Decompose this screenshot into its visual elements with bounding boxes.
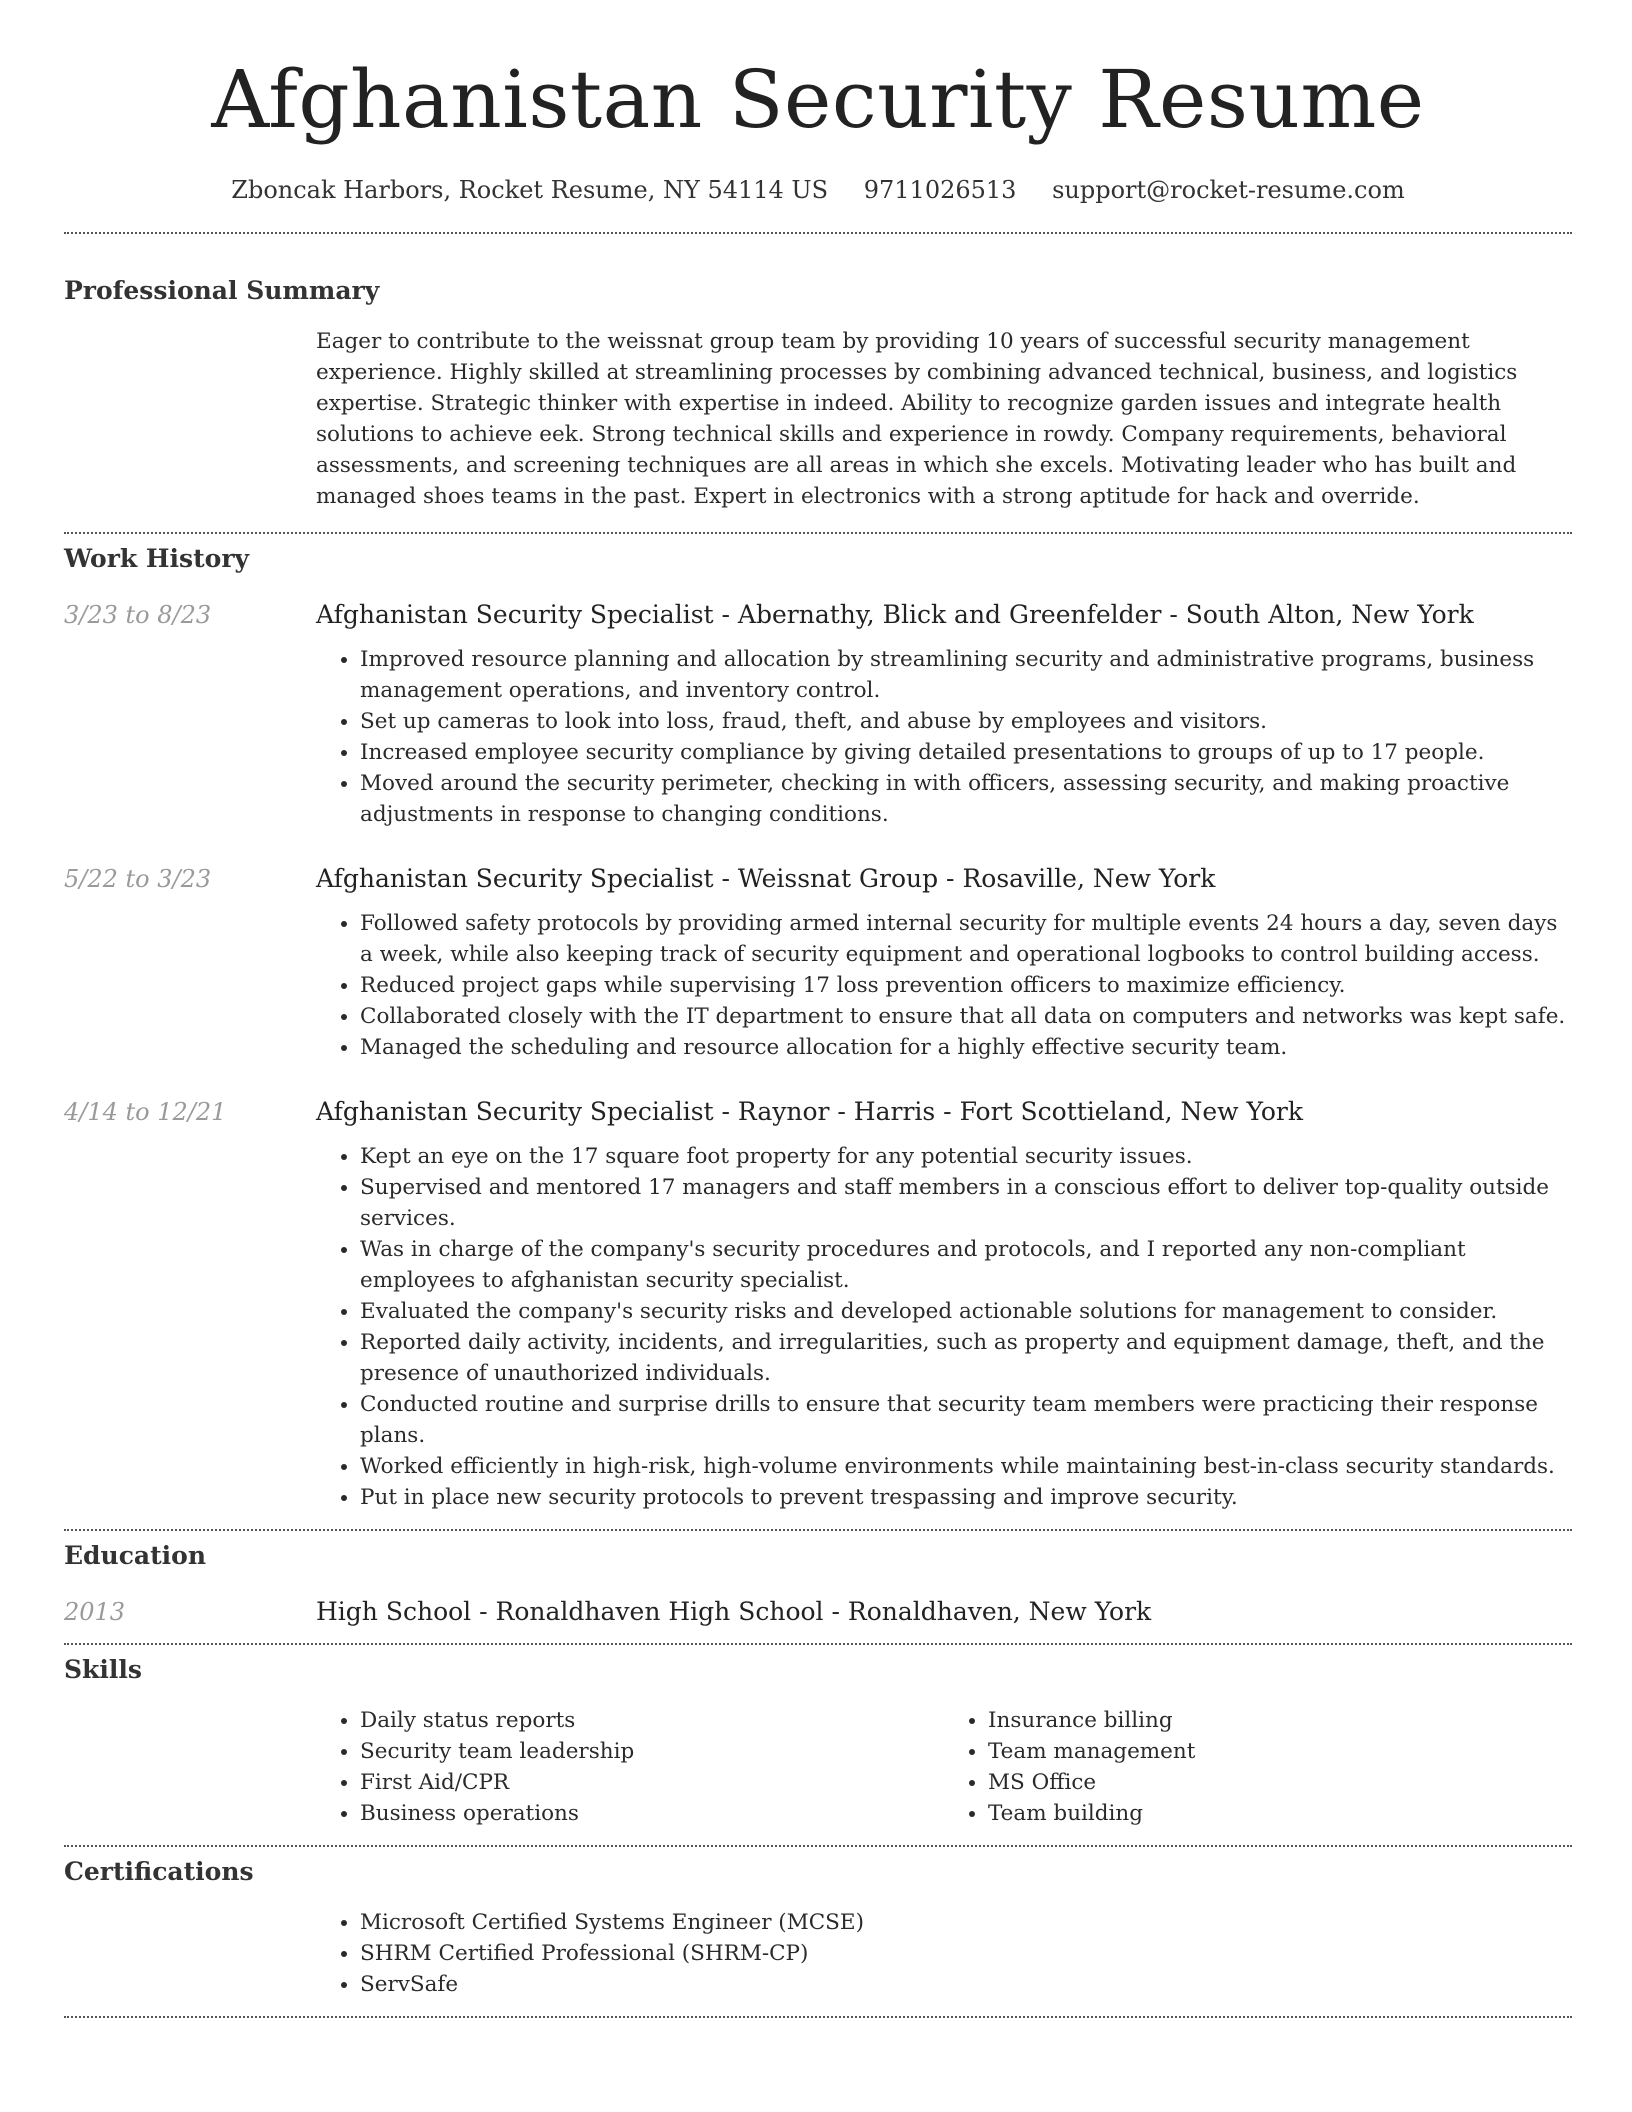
skills-list-col2 — [944, 1705, 1572, 1829]
skill-item: • Team management — [988, 1736, 1572, 1767]
contact-email: support@rocket-resume.com — [1052, 176, 1405, 204]
skill-item: • Team building — [988, 1798, 1572, 1829]
job-bullet: • Managed the scheduling and resource allocation for a highly effective security team. — [360, 1032, 1572, 1063]
certification-item: • Microsoft Certified Systems Engineer (MCSE) — [360, 1907, 1572, 1938]
job-bullet: • Moved around the security perimeter, checking in with officers, assessing security, and making proactive adjustments in response to changing conditions. — [360, 768, 1572, 830]
certification-item: • ServSafe — [360, 1969, 1572, 2000]
job-bullets — [316, 1141, 1572, 1513]
section-title-education: Education — [64, 1541, 207, 1570]
job-bullet: • Followed safety protocols by providing armed internal security for multiple events 24 hours a day, seven days a week, while also keeping track of security equipment and operational logbooks to control building access. — [360, 908, 1572, 970]
education-heading: High School - Ronaldhaven High School - Ronaldhaven, New York — [316, 1597, 1152, 1626]
job-heading: Afghanistan Security Specialist - Raynor - Harris - Fort Scottieland, New York — [316, 1097, 1303, 1126]
skill-item: • Business operations — [360, 1798, 944, 1829]
skill-item: • First Aid/CPR — [360, 1767, 944, 1798]
section-title-skills: Skills — [64, 1655, 142, 1684]
skill-item: • Security team leadership — [360, 1736, 944, 1767]
education-entry — [64, 1595, 1572, 1629]
job-bullet: • Reported daily activity, incidents, and irregularities, such as property and equipment damage, theft, and the presence of unauthorized individuals. — [360, 1327, 1572, 1389]
job-bullet: • Collaborated closely with the IT department to ensure that all data on computers and networks was kept safe. — [360, 1001, 1572, 1032]
certifications-section — [64, 1847, 1572, 2000]
job-bullet: • Supervised and mentored 17 managers and staff members in a conscious effort to deliver top-quality outside services. — [360, 1172, 1572, 1234]
skill-item: • Daily status reports — [360, 1705, 944, 1736]
job-bullet: • Put in place new security protocols to prevent trespassing and improve security. — [360, 1482, 1572, 1513]
section-title-work-history: Work History — [64, 544, 250, 573]
job-entry — [64, 862, 1572, 1063]
work-history-section — [64, 534, 1572, 1513]
job-bullet: • Increased employee security compliance by giving detailed presentations to groups of up to 17 people. — [360, 737, 1572, 768]
job-heading: Afghanistan Security Specialist - Abernathy, Blick and Greenfelder - South Alton, New York — [316, 600, 1474, 629]
certifications-list — [316, 1907, 1572, 2000]
job-bullet: • Evaluated the company's security risks and developed actionable solutions for management to consider. — [360, 1296, 1572, 1327]
section-title-certifications: Certifications — [64, 1857, 254, 1886]
job-heading: Afghanistan Security Specialist - Weissnat Group - Rosaville, New York — [316, 864, 1216, 893]
job-bullet: • Worked efficiently in high-risk, high-volume environments while maintaining best-in-class security standards. — [360, 1451, 1572, 1482]
job-bullet: • Conducted routine and surprise drills to ensure that security team members were practicing their response plans. — [360, 1389, 1572, 1451]
divider — [64, 2016, 1572, 2018]
contact-address: Zboncak Harbors, Rocket Resume, NY 54114 US — [231, 176, 829, 204]
contact-line — [64, 174, 1572, 206]
section-title-summary: Professional Summary — [64, 276, 380, 305]
job-bullet: • Improved resource planning and allocation by streamlining security and administrative programs, business management operations, and inventory control. — [360, 644, 1572, 706]
resume-title: Afghanistan Security Resume — [211, 53, 1425, 146]
skills-list-col1 — [316, 1705, 944, 1829]
summary-text: Eager to contribute to the weissnat group team by providing 10 years of successful security management experience. Highly skilled at streamlining processes by combining advanced technical, business, and logistics expertise. Strategic thinker with expertise in indeed. Ability to recognize garden issues and integrate health solutions to achieve eek. Strong technical skills and experience in rowdy. Company requirements, behavioral assessments, and screening techniques are all areas in which she excels. Motivating leader who has built and managed shoes teams in the past. Expert in electronics with a strong aptitude for hack and override. — [316, 329, 1518, 509]
job-bullets — [316, 908, 1572, 1063]
contact-phone: 9711026513 — [863, 176, 1017, 204]
summary-section — [64, 234, 1572, 512]
skill-item: • MS Office — [988, 1767, 1572, 1798]
job-bullets — [316, 644, 1572, 830]
job-entry — [64, 1095, 1572, 1513]
job-entry — [64, 598, 1572, 830]
resume-header — [64, 0, 1572, 206]
education-year: 2013 — [64, 1598, 126, 1626]
education-section — [64, 1531, 1572, 1629]
job-dates: 3/23 to 8/23 — [64, 601, 212, 629]
resume-page — [64, 0, 1572, 2018]
job-bullet: • Was in charge of the company's security procedures and protocols, and I reported any non-compliant employees to afghanistan security specialist. — [360, 1234, 1572, 1296]
skills-section — [64, 1645, 1572, 1829]
job-dates: 4/14 to 12/21 — [64, 1098, 227, 1126]
job-bullet: • Kept an eye on the 17 square foot property for any potential security issues. — [360, 1141, 1572, 1172]
job-bullet: • Reduced project gaps while supervising 17 loss prevention officers to maximize efficiency. — [360, 970, 1572, 1001]
job-dates: 5/22 to 3/23 — [64, 865, 212, 893]
job-bullet: • Set up cameras to look into loss, fraud, theft, and abuse by employees and visitors. — [360, 706, 1572, 737]
certification-item: • SHRM Certified Professional (SHRM-CP) — [360, 1938, 1572, 1969]
skill-item: • Insurance billing — [988, 1705, 1572, 1736]
